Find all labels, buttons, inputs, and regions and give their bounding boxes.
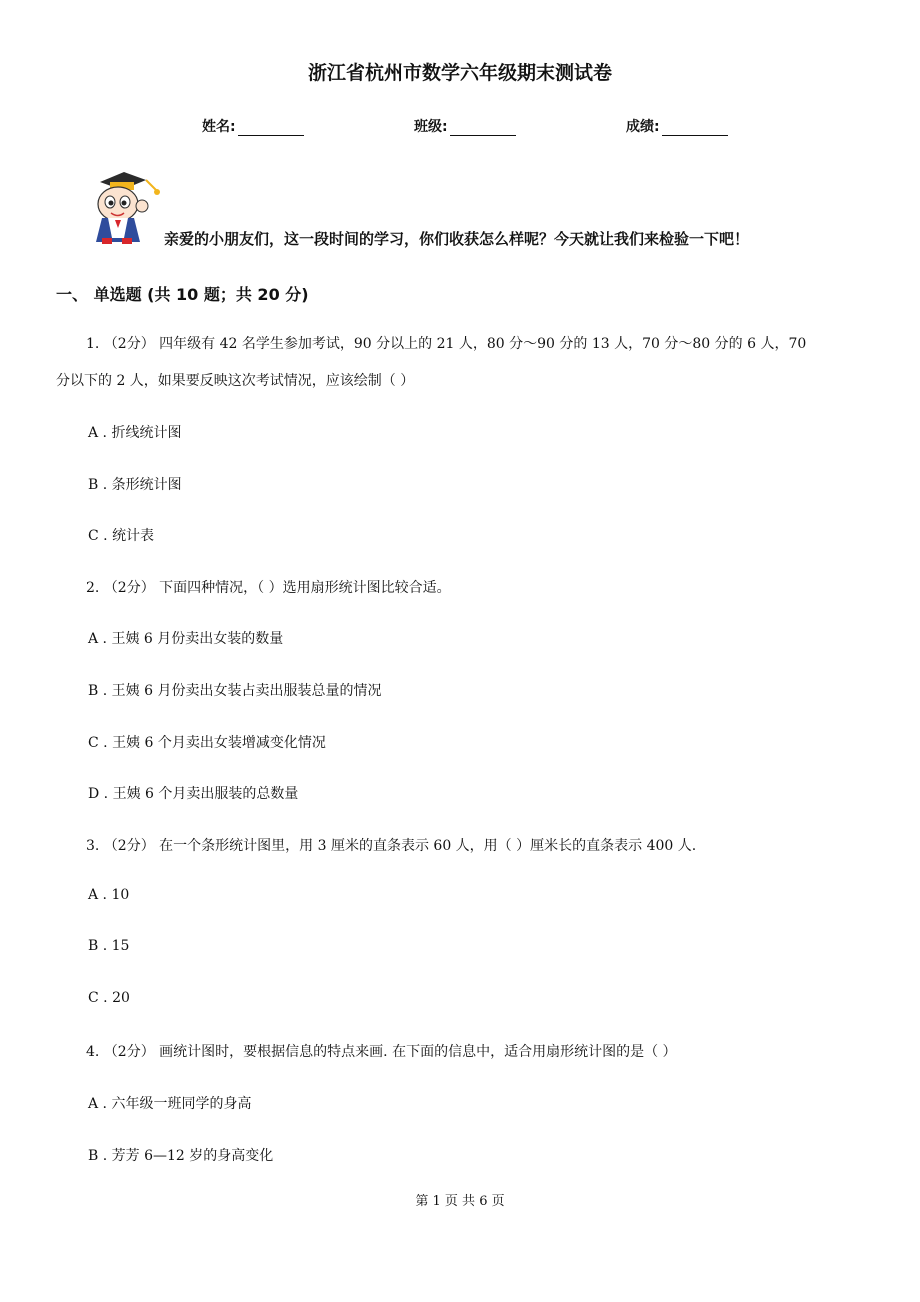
question-3-stem: 3. （2分） 在一个条形统计图里，用 3 厘米的直条表示 60 人，用（ ）厘米长的直条表示 400 人. (86, 838, 697, 854)
question-2-option-a[interactable]: A . 王姨 6 月份卖出女装的数量 (88, 631, 284, 647)
name-label: 姓名: (202, 119, 236, 135)
question-1-option-a[interactable]: A . 折线统计图 (88, 425, 182, 441)
question-3-option-c[interactable]: C . 20 (88, 990, 130, 1006)
question-1-option-b[interactable]: B . 条形统计图 (88, 477, 182, 493)
question-4-stem: 4. （2分） 画统计图时，要根据信息的特点来画. 在下面的信息中，适合用扇形统计图的是（ ） (86, 1044, 677, 1060)
question-4-option-a[interactable]: A . 六年级一班同学的身高 (88, 1096, 252, 1112)
question-1-option-c[interactable]: C . 统计表 (88, 528, 155, 544)
page-title: 浙江省杭州市数学六年级期末测试卷 (307, 62, 612, 84)
question-2-option-b[interactable]: B . 王姨 6 月份卖出女装占卖出服装总量的情况 (88, 683, 382, 699)
name-field (202, 116, 304, 136)
class-label: 班级: (414, 119, 448, 135)
question-3-option-b[interactable]: B . 15 (88, 938, 130, 954)
score-label: 成绩: (626, 119, 660, 135)
question-2-option-c[interactable]: C . 王姨 6 个月卖出女装增减变化情况 (88, 735, 326, 751)
page-footer: 第 1 页 共 6 页 (415, 1194, 505, 1209)
question-3-option-a[interactable]: A . 10 (88, 887, 130, 903)
score-blank[interactable] (662, 121, 728, 136)
score-field (626, 116, 728, 136)
question-2-stem: 2. （2分） 下面四种情况，（ ）选用扇形统计图比较合适。 (86, 580, 451, 596)
name-blank[interactable] (238, 121, 304, 136)
class-blank[interactable] (450, 121, 516, 136)
question-1-stem-cont: 分以下的 2 人，如果要反映这次考试情况，应该绘制（ ） (56, 373, 415, 389)
question-1-stem: 1. （2分） 四年级有 42 名学生参加考试，90 分以上的 21 人，80 分～90 分的 13 人，70 分～80 分的 6 人，70 (86, 336, 807, 352)
question-4-option-b[interactable]: B . 芳芳 6—12 岁的身高变化 (88, 1148, 274, 1164)
greeting-text: 亲爱的小朋友们，这一段时间的学习，你们收获怎么样呢？今天就让我们来检验一下吧！ (164, 230, 750, 248)
class-field (414, 116, 516, 136)
question-2-option-d[interactable]: D . 王姨 6 个月卖出服装的总数量 (88, 786, 299, 802)
mascot-icon (88, 168, 168, 248)
section-heading: 一、 单选题 (共 10 题；共 20 分) (56, 285, 309, 304)
